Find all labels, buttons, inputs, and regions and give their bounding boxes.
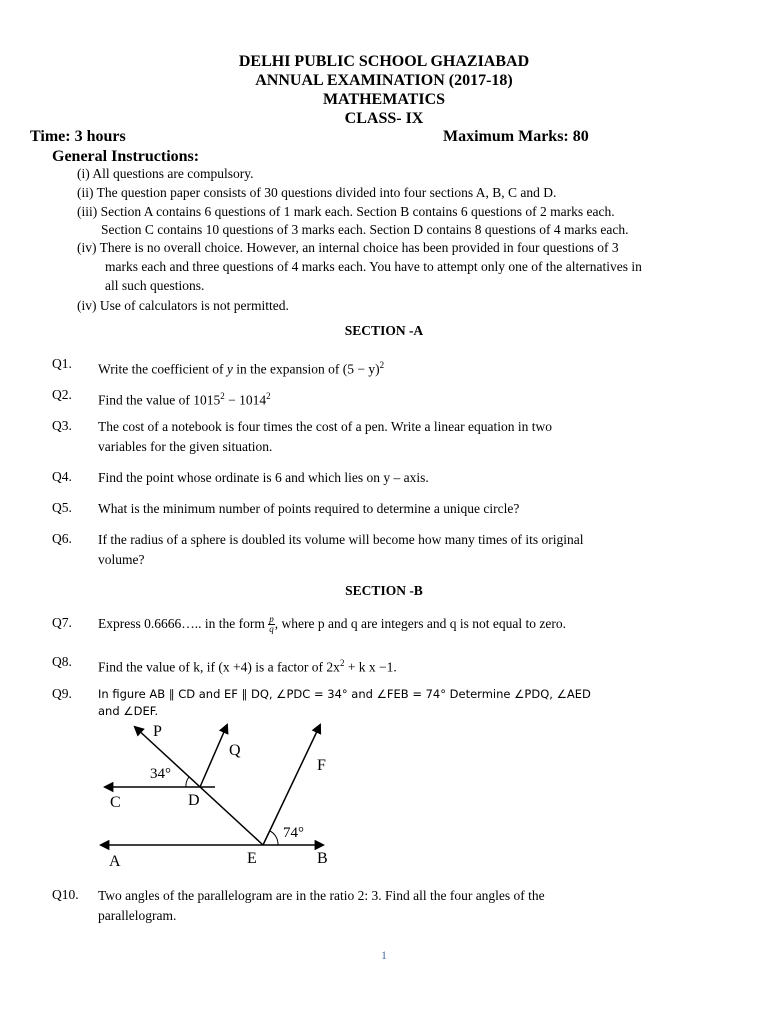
q3-text-line2: variables for the given situation. (98, 439, 273, 454)
q10-number: Q10. (52, 887, 79, 902)
q9-text-line1: In figure AB ∥ CD and EF ∥ DQ, ∠PDC = 34° and ∠FEB = 74° Determine ∠PDQ, ∠AED (98, 687, 591, 701)
q2-text: Find the value of $1015^2 - 1014^2$ (98, 391, 271, 408)
q3-text-line1: The cost of a notebook is four times the cost of a pen. Write a linear equation in two (98, 419, 552, 434)
q9-text-line2: and ∠DEF. (98, 704, 159, 718)
label-p: P (153, 723, 162, 740)
geometry-figure (95, 720, 355, 875)
instruction-4-cont: marks each and three questions of 4 marks each. You have to attempt only one of the alternatives in (105, 259, 642, 274)
q8-number: Q8. (52, 654, 72, 669)
label-c: C (110, 794, 121, 811)
instruction-3-cont: Section C contains 10 questions of 3 marks each. Section D contains 8 questions of 4 marks each. (101, 222, 629, 237)
angle-arc-feb (270, 831, 278, 845)
subject-title: MATHEMATICS (322, 91, 446, 108)
instruction-5: (iv) Use of calculators is not permitted. (77, 298, 289, 313)
q3-number: Q3. (52, 418, 72, 433)
q5-number: Q5. (52, 500, 72, 515)
exam-title: ANNUAL EXAMINATION (2017-18) (255, 72, 513, 89)
angle-feb-label: 74° (283, 825, 304, 841)
q1-text: Write the coefficient of y in the expansion of $(5 - y)^2$ (98, 360, 385, 377)
q4-number: Q4. (52, 469, 72, 484)
q2-number: Q2. (52, 387, 72, 402)
q10-text-line1: Two angles of the parallelogram are in the ratio 2: 3. Find all the four angles of the (98, 888, 545, 903)
instruction-4: (iv) There is no overall choice. However, an internal choice has been provided in four questions of 3 (77, 240, 619, 255)
max-marks-label: Maximum Marks: 80 (443, 128, 589, 145)
q10-text-line2: parallelogram. (98, 908, 177, 923)
line-dq (200, 725, 227, 787)
q7-text: Express 0.6666….. in the form $\frac{p}{q}$ , where p and q are integers and q is not equal to zero. (98, 614, 567, 635)
instruction-2: (ii) The question paper consists of 30 questions divided into four sections A, B, C and D. (77, 185, 557, 200)
angle-arc-pdc (186, 777, 189, 787)
label-e: E (247, 850, 257, 867)
q6-text-line2: volume? (98, 552, 145, 567)
class-title: CLASS- IX (344, 110, 424, 127)
instruction-3: (iii) Section A contains 6 questions of 1 mark each. Section B contains 6 questions of 2 marks each. (77, 204, 615, 219)
section-a-heading: SECTION -A (344, 323, 424, 338)
q6-number: Q6. (52, 531, 72, 546)
section-b-heading: SECTION -B (345, 583, 423, 598)
label-d: D (188, 792, 200, 809)
q5-text: What is the minimum number of points required to determine a unique circle? (98, 501, 520, 516)
label-q: Q (229, 742, 241, 759)
instruction-4-cont2: all such questions. (105, 278, 205, 293)
school-name: DELHI PUBLIC SCHOOL GHAZIABAD (238, 53, 530, 70)
time-label: Time: 3 hours (30, 128, 126, 145)
label-b: B (317, 850, 328, 867)
q9-number: Q9. (52, 686, 72, 701)
p-over-q-fraction: $\frac{p}{q}$ (269, 614, 274, 635)
label-f: F (317, 757, 326, 774)
instruction-1: (i) All questions are compulsory. (77, 166, 254, 181)
label-a: A (109, 853, 121, 870)
q1-number: Q1. (52, 356, 72, 371)
q7-number: Q7. (52, 615, 72, 630)
angle-pdc-label: 34° (150, 766, 171, 782)
line-pe (135, 727, 263, 845)
page-number: 1 (381, 948, 387, 962)
q6-text-line1: If the radius of a sphere is doubled its volume will become how many times of its original (98, 532, 584, 547)
q4-text: Find the point whose ordinate is 6 and which lies on y – axis. (98, 470, 429, 485)
q8-text: Find the value of k, if (x +4) is a factor of $2x^2 + k$ x −1. (98, 658, 397, 675)
instructions-title: General Instructions: (52, 148, 200, 165)
